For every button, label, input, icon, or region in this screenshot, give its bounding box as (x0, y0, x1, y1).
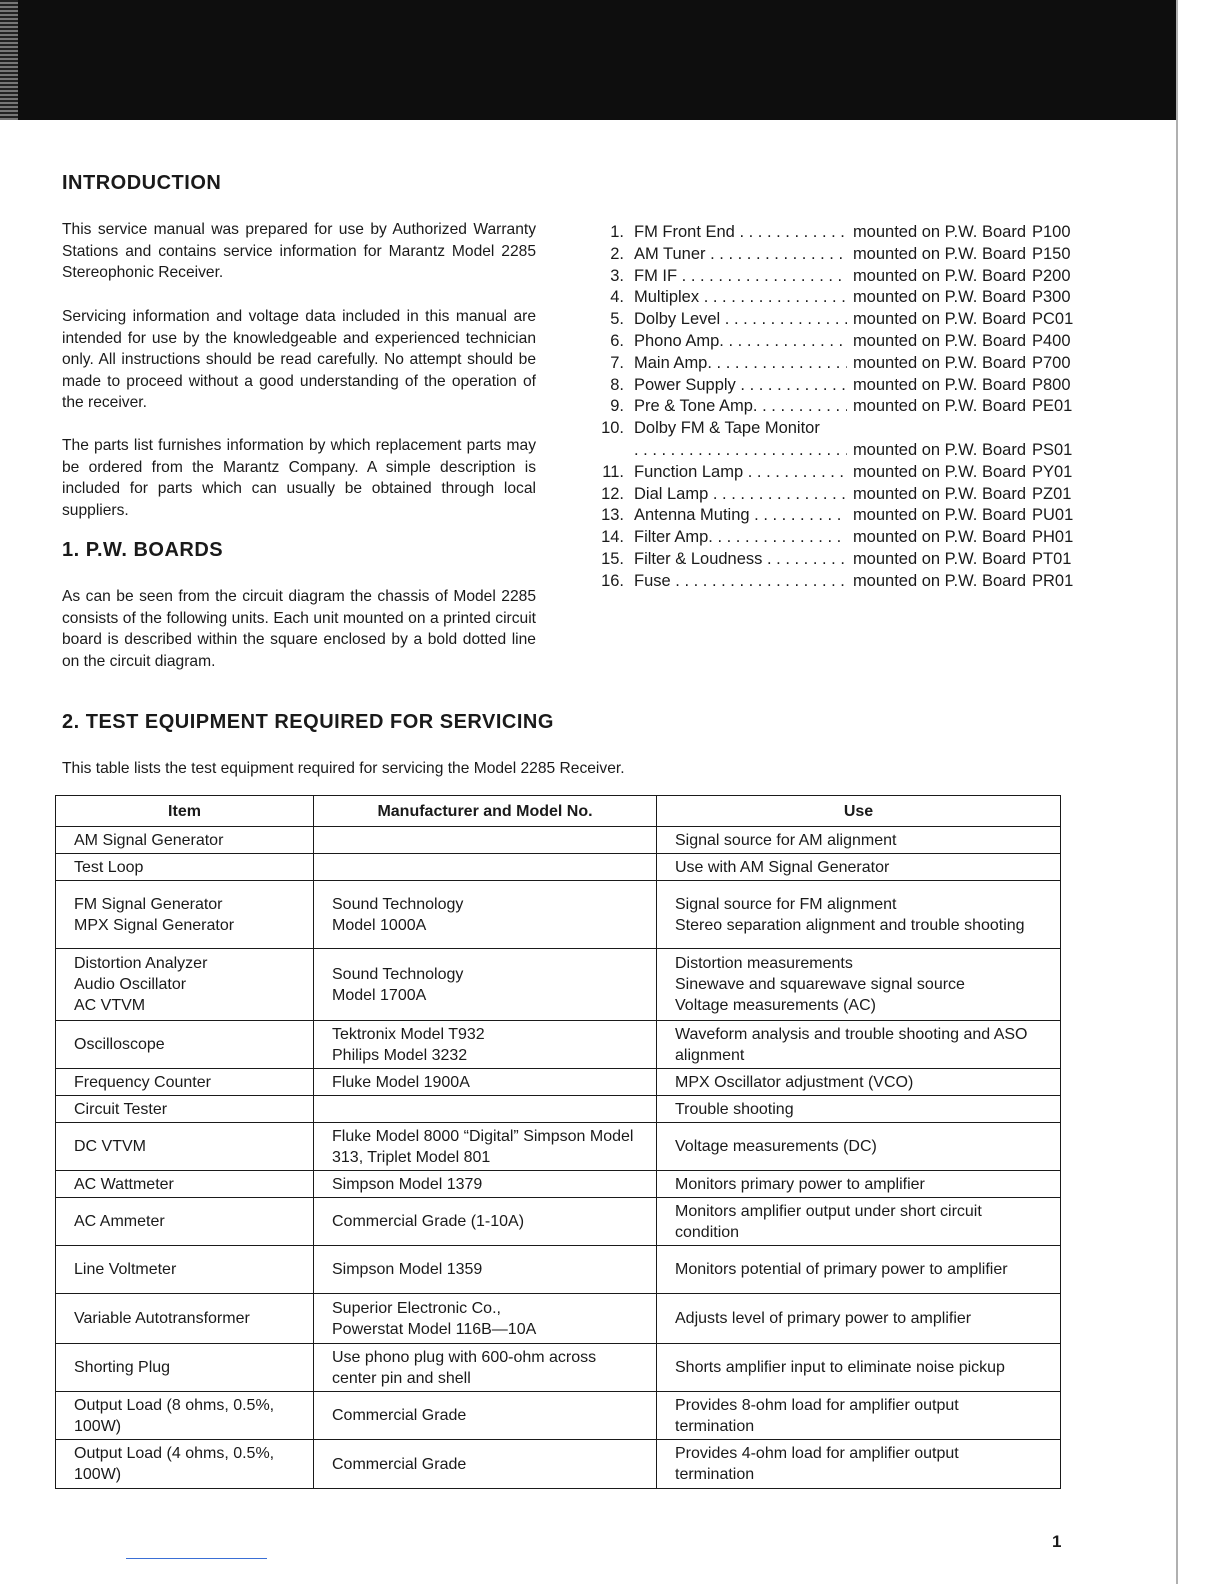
cell-manufacturer (314, 1440, 657, 1489)
pw-boards-title: 1. P.W. BOARDS (62, 539, 224, 561)
cell-line: FM Signal Generator (74, 895, 223, 913)
cell-line: Provides 8-ohm load for amplifier output termination (675, 1396, 959, 1435)
unit-name: Dolby Level . . . (634, 310, 847, 329)
cell-line: Superior Electronic Co., (332, 1299, 501, 1317)
cell-use (657, 1294, 1061, 1344)
unit-number: 8. (610, 375, 624, 394)
unit-number: 4. (610, 288, 624, 307)
unit-board: PU01 (1032, 506, 1074, 525)
cell-line: Voltage measurements (AC) (675, 997, 876, 1014)
cell-line: Simpson Model 1359 (332, 1261, 483, 1278)
cell-manufacturer (314, 1344, 657, 1392)
unit-name: Phono Amp. . . . (634, 332, 847, 351)
pw-board-unit-list (594, 223, 1078, 594)
cell-line: AC Wattmeter (74, 1175, 174, 1193)
cell-line: Trouble shooting (675, 1100, 794, 1118)
cell-item (56, 1021, 314, 1069)
table-body (56, 827, 1061, 1489)
cell-line: Distortion Analyzer (74, 955, 208, 972)
cell-item (56, 854, 314, 881)
cell-line: Commercial Grade (1-10A) (332, 1213, 525, 1230)
unit-number: 5. (610, 310, 624, 329)
cell-use (657, 1440, 1061, 1489)
unit-mount-text: mounted on P.W. Board (852, 506, 1026, 525)
cell-line: Fluke Model 1900A (332, 1073, 470, 1091)
cell-line: Powerstat Model 116B—10A (332, 1320, 537, 1338)
cell-item (56, 1069, 314, 1096)
list-item (594, 310, 1078, 332)
cell-use (657, 827, 1061, 854)
unit-board: P800 (1032, 375, 1071, 394)
unit-name: Main Amp. . . . (634, 354, 847, 373)
table-row (56, 854, 1061, 881)
cell-line: Waveform analysis and trouble shooting and ASO alignment (675, 1025, 1028, 1064)
cell-manufacturer (314, 854, 657, 881)
list-item (594, 572, 1078, 594)
cell-line: Fluke Model 8000 “Digital” Simpson Model 313, Triplet Model 801 (332, 1127, 634, 1166)
unit-mount-text: mounted on P.W. Board (852, 244, 1026, 263)
cell-line: Audio Oscillator (74, 976, 187, 993)
cell-line: MPX Signal Generator (74, 916, 235, 934)
list-item (594, 245, 1078, 267)
unit-board: PT01 (1032, 549, 1072, 568)
cell-item (56, 827, 314, 854)
cell-line: AC Ammeter (74, 1213, 165, 1230)
unit-board: P100 (1032, 223, 1071, 241)
table-row (56, 1440, 1061, 1489)
unit-mount-text: mounted on P.W. Board (852, 223, 1026, 241)
list-item (594, 528, 1078, 550)
unit-number: 2. (610, 244, 624, 263)
cell-use (657, 1392, 1061, 1440)
unit-name: AM Tuner . . . (634, 245, 847, 264)
cell-line: Use with AM Signal Generator (675, 858, 890, 876)
test-equipment-intro: This table lists the test equipment required for servicing the Model 2285 Receiver. (62, 760, 625, 777)
unit-name: Filter & Loudness . . . (634, 550, 847, 569)
cell-line: Shorts amplifier input to eliminate noise pickup (675, 1359, 1005, 1376)
page-number: 1 (1052, 1532, 1062, 1551)
cell-line: Signal source for FM alignment (675, 895, 897, 913)
list-item (594, 267, 1078, 289)
unit-board: P400 (1032, 331, 1071, 350)
page-edge-rule (1176, 0, 1178, 1584)
cell-manufacturer (314, 949, 657, 1021)
cell-line: Output Load (4 ohms, 0.5%, 100W) (74, 1445, 275, 1483)
unit-mount-text: mounted on P.W. Board (852, 571, 1026, 590)
cell-line: Use phono plug with 600-ohm across center pin and shell (332, 1348, 597, 1387)
table-row (56, 827, 1061, 854)
table-header-row (56, 796, 1061, 827)
cell-manufacturer (314, 827, 657, 854)
header-band (0, 0, 1176, 120)
table-row (56, 1069, 1061, 1096)
cell-manufacturer (314, 1198, 657, 1246)
unit-mount-text: mounted on P.W. Board (852, 462, 1026, 481)
cell-item (56, 1344, 314, 1392)
list-item (594, 288, 1078, 310)
list-item (594, 441, 1078, 463)
test-equipment-title: 2. TEST EQUIPMENT REQUIRED FOR SERVICING (62, 711, 554, 733)
unit-number: 15. (601, 549, 624, 568)
cell-line: Model 1000A (332, 916, 427, 934)
cell-item (56, 1440, 314, 1489)
unit-board: P200 (1032, 266, 1071, 285)
intro-paragraph-3: The parts list furnishes information by which replacement parts may be ordered from the Marantz Company. A simple description is included for parts which can usually be obtained through local suppliers. (62, 437, 536, 519)
cell-line: Provides 4-ohm load for amplifier output termination (675, 1445, 959, 1483)
intro-paragraph-1: This service manual was prepared for use by Authorized Warranty Stations and contains service information for Marantz Model 2285 Stereophonic Receiver. (62, 221, 536, 282)
cell-manufacturer (314, 1246, 657, 1294)
unit-mount-text: mounted on P.W. Board (852, 310, 1026, 329)
unit-name: FM IF . . . (634, 267, 847, 286)
unit-number: 16. (601, 571, 624, 590)
cell-line: Signal source for AM alignment (675, 831, 897, 849)
cell-item (56, 1123, 314, 1171)
unit-mount-text: mounted on P.W. Board (852, 397, 1026, 416)
table-row (56, 1344, 1061, 1392)
cell-use (657, 1021, 1061, 1069)
cell-line: Philips Model 3232 (332, 1046, 468, 1064)
unit-board: PY01 (1032, 462, 1073, 481)
cell-line: Sound Technology (332, 895, 464, 913)
table-row (56, 1123, 1061, 1171)
unit-mount-text: mounted on P.W. Board (852, 331, 1026, 350)
cell-manufacturer (314, 1123, 657, 1171)
cell-item (56, 1171, 314, 1198)
cell-use (657, 1069, 1061, 1096)
cell-line: Model 1700A (332, 986, 427, 1004)
unit-mount-text: mounted on P.W. Board (852, 288, 1026, 307)
column-header-item: Item (56, 796, 314, 827)
cell-use (657, 854, 1061, 881)
unit-number: 12. (601, 484, 624, 503)
table-row (56, 1171, 1061, 1198)
unit-board: PR01 (1032, 571, 1074, 590)
table-row (56, 1294, 1061, 1344)
unit-name: Fuse . . . (634, 572, 847, 591)
unit-board: P300 (1032, 288, 1071, 307)
unit-board: PE01 (1032, 397, 1073, 416)
table-row (56, 1392, 1061, 1440)
cell-manufacturer (314, 1021, 657, 1069)
list-item (594, 332, 1078, 354)
table-row (56, 1246, 1061, 1294)
cell-use (657, 881, 1061, 949)
unit-mount-text: mounted on P.W. Board (852, 484, 1026, 503)
cell-line: Monitors primary power to amplifier (675, 1175, 925, 1193)
unit-mount-text: mounted on P.W. Board (852, 353, 1026, 372)
cell-use (657, 1198, 1061, 1246)
cell-line: AM Signal Generator (74, 831, 224, 849)
pw-boards-paragraph: As can be seen from the circuit diagram the chassis of Model 2285 consists of the following units. Each unit mounted on a printed circuit board is described within the square enclosed by a bold dotted line on the circuit diagram. (62, 588, 536, 670)
cell-line: Sound Technology (332, 965, 464, 983)
cell-line: Tektronix Model T932 (332, 1025, 485, 1043)
unit-number: 10. (601, 419, 624, 438)
cell-line: Variable Autotransformer (74, 1310, 250, 1327)
list-item (594, 376, 1078, 398)
intro-paragraph-2: Servicing information and voltage data included in this manual are intended for use by the knowledgeable and experienced technician only. All instructions should be read carefully. No attempt should be made to proceed without a good understanding of the operation of the receiver. (62, 308, 536, 412)
unit-name: Antenna Muting . . . (634, 506, 847, 525)
table-row (56, 1096, 1061, 1123)
cell-line: Commercial Grade (332, 1455, 467, 1473)
cell-line: Simpson Model 1379 (332, 1175, 483, 1193)
list-item (594, 354, 1078, 376)
cell-item (56, 1294, 314, 1344)
cell-manufacturer (314, 1392, 657, 1440)
unit-name: Power Supply . . . (634, 376, 847, 395)
list-item (594, 485, 1078, 507)
unit-board: PH01 (1032, 528, 1074, 547)
cell-line: Output Load (8 ohms, 0.5%, 100W) (74, 1396, 275, 1435)
list-item (594, 463, 1078, 485)
column-header-manufacturer: Manufacturer and Model No. (314, 796, 657, 827)
cell-line: Sinewave and squarewave signal source (675, 976, 965, 993)
unit-board: P700 (1032, 353, 1071, 372)
list-item (594, 506, 1078, 528)
cell-line: Shorting Plug (74, 1359, 171, 1376)
unit-name: FM Front End . . . (634, 223, 847, 242)
table-row (56, 881, 1061, 949)
cell-manufacturer (314, 1096, 657, 1123)
cell-item (56, 1096, 314, 1123)
unit-number: 14. (601, 528, 624, 547)
cell-use (657, 1123, 1061, 1171)
cell-manufacturer (314, 1069, 657, 1096)
cell-line: DC VTVM (74, 1138, 146, 1155)
unit-mount-text: mounted on P.W. Board (852, 549, 1026, 568)
unit-number: 6. (610, 331, 624, 350)
unit-number: 1. (610, 223, 624, 241)
cell-item (56, 1392, 314, 1440)
unit-name: Pre & Tone Amp. . . . (634, 397, 847, 416)
cell-line: Distortion measurements (675, 955, 853, 972)
cell-use (657, 949, 1061, 1021)
cell-manufacturer (314, 1171, 657, 1198)
cell-manufacturer (314, 881, 657, 949)
unit-number: 11. (602, 462, 624, 481)
cell-line: MPX Oscillator adjustment (VCO) (675, 1073, 914, 1091)
cell-line: Monitors amplifier output under short circuit condition (675, 1202, 982, 1241)
unit-name: Multiplex . . . (634, 288, 847, 307)
cell-use (657, 1246, 1061, 1294)
test-equipment-table (55, 795, 1061, 1489)
table-row (56, 1021, 1061, 1069)
column-header-use: Use (657, 796, 1061, 827)
cell-line: Voltage measurements (DC) (675, 1138, 877, 1155)
unit-mount-text: mounted on P.W. Board (852, 528, 1026, 547)
table-row (56, 1198, 1061, 1246)
table-row (56, 949, 1061, 1021)
cell-line: Line Voltmeter (74, 1261, 177, 1278)
unit-name: Function Lamp . . . (634, 463, 847, 482)
list-item (594, 397, 1078, 419)
header-band-edge (0, 0, 18, 120)
cell-item (56, 881, 314, 949)
cell-line: Adjusts level of primary power to amplifier (675, 1310, 972, 1327)
unit-mount-text: mounted on P.W. Board (852, 440, 1026, 459)
cell-item (56, 1246, 314, 1294)
cell-line: Circuit Tester (74, 1100, 168, 1118)
unit-name: Filter Amp. . . . (634, 528, 847, 547)
cell-line: AC VTVM (74, 997, 146, 1014)
cell-use (657, 1096, 1061, 1123)
unit-mount-text: mounted on P.W. Board (852, 266, 1026, 285)
unit-board: P150 (1032, 244, 1071, 263)
cell-line: Oscilloscope (74, 1036, 165, 1053)
unit-board: PZ01 (1032, 484, 1072, 503)
footer-rule (126, 1558, 267, 1559)
unit-number: 3. (610, 266, 624, 285)
unit-name: Dial Lamp . . . (634, 485, 847, 504)
cell-item (56, 1198, 314, 1246)
cell-line: Test Loop (74, 858, 144, 876)
unit-number: 13. (601, 506, 624, 525)
introduction-title: INTRODUCTION (62, 172, 222, 194)
cell-item (56, 949, 314, 1021)
unit-number: 7. (610, 353, 624, 372)
unit-name: Dolby FM & Tape Monitor (634, 419, 820, 438)
cell-use (657, 1171, 1061, 1198)
unit-board: PS01 (1032, 440, 1073, 459)
list-item (594, 223, 1078, 245)
cell-line: Frequency Counter (74, 1073, 211, 1091)
unit-number: 9. (610, 397, 624, 416)
list-item (594, 550, 1078, 572)
cell-use (657, 1344, 1061, 1392)
unit-board: PC01 (1032, 310, 1074, 329)
cell-line: Monitors potential of primary power to amplifier (675, 1261, 1008, 1278)
cell-line: Commercial Grade (332, 1407, 467, 1424)
leader-dots (634, 441, 847, 460)
list-item (594, 419, 1078, 441)
cell-manufacturer (314, 1294, 657, 1344)
unit-mount-text: mounted on P.W. Board (852, 375, 1026, 394)
cell-line: Stereo separation alignment and trouble shooting (675, 916, 1025, 934)
